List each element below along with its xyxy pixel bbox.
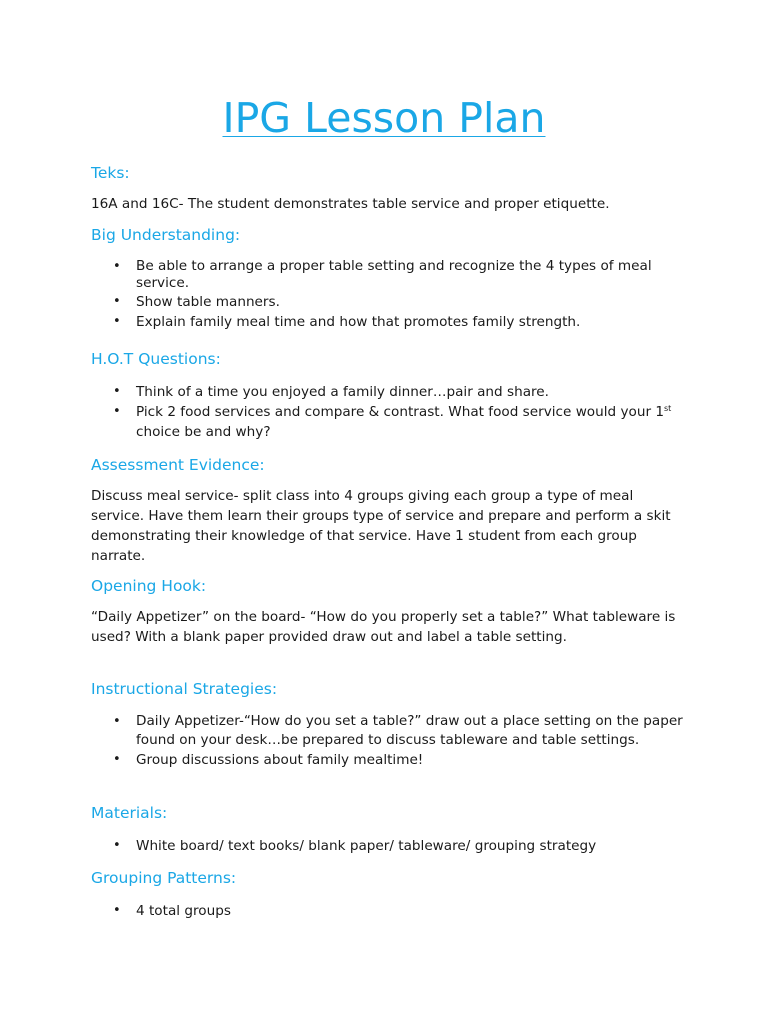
section-teks: [91, 163, 691, 214]
teks-text: 16A and 16C- The student demonstrates table service and proper etiquette.: [91, 196, 610, 212]
materials-heading: Materials:: [91, 804, 168, 822]
list-item: • Explain family meal time and how that promotes family strength.: [91, 312, 691, 332]
assessment-text: Discuss meal service- split class into 4 groups giving each group a type of meal service. Have them learn their groups type of service and prepare and perform a skit demonstrating their knowledge of that service. Have 1 student from each group narrate.: [91, 488, 671, 564]
section-big-understanding: [91, 225, 691, 332]
opening-hook-heading: Opening Hook:: [91, 577, 207, 595]
list-item: • White board/ text books/ blank paper/ tableware/ grouping strategy: [91, 836, 691, 856]
materials-list: [91, 836, 691, 856]
assessment-heading: Assessment Evidence:: [91, 456, 265, 474]
big-understanding-list: [91, 258, 691, 332]
question-text-end: choice be and why?: [136, 424, 271, 440]
list-item: [91, 402, 691, 442]
instructional-strategies-heading: Instructional Strategies:: [91, 680, 278, 698]
section-hot-questions: [91, 349, 691, 442]
list-item: • Daily Appetizer-“How do you set a table?” draw out a place setting on the paper found on your desk…be prepared to discuss tableware and table settings.: [91, 712, 691, 750]
list-item: • Show table manners.: [91, 292, 691, 312]
section-materials: [91, 803, 691, 856]
question-text: Pick 2 food services and compare & contrast. What food service would your 1: [136, 404, 665, 420]
instructional-strategies-list: [91, 712, 691, 770]
big-understanding-heading: Big Understanding:: [91, 226, 241, 244]
section-grouping-patterns: [91, 868, 691, 921]
hot-questions-heading: H.O.T Questions:: [91, 350, 221, 368]
section-opening-hook: [91, 576, 691, 647]
document-title: IPG Lesson Plan: [222, 94, 546, 142]
list-item: • Group discussions about family mealtime!: [91, 750, 691, 770]
hot-questions-list: [91, 382, 691, 442]
teks-heading: Teks:: [91, 164, 130, 182]
grouping-patterns-list: [91, 901, 691, 921]
list-item: • 4 total groups: [91, 901, 691, 921]
grouping-patterns-heading: Grouping Patterns:: [91, 869, 237, 887]
section-assessment: [91, 455, 691, 566]
ordinal-suffix: st: [664, 404, 672, 413]
list-item: • Think of a time you enjoyed a family dinner…pair and share.: [91, 382, 691, 402]
section-instructional-strategies: [91, 679, 691, 770]
list-item: • Be able to arrange a proper table setting and recognize the 4 types of meal service.: [91, 258, 691, 292]
opening-hook-text: “Daily Appetizer” on the board- “How do you properly set a table?” What tableware is used? With a blank paper provided draw out and label a table setting.: [91, 609, 676, 645]
